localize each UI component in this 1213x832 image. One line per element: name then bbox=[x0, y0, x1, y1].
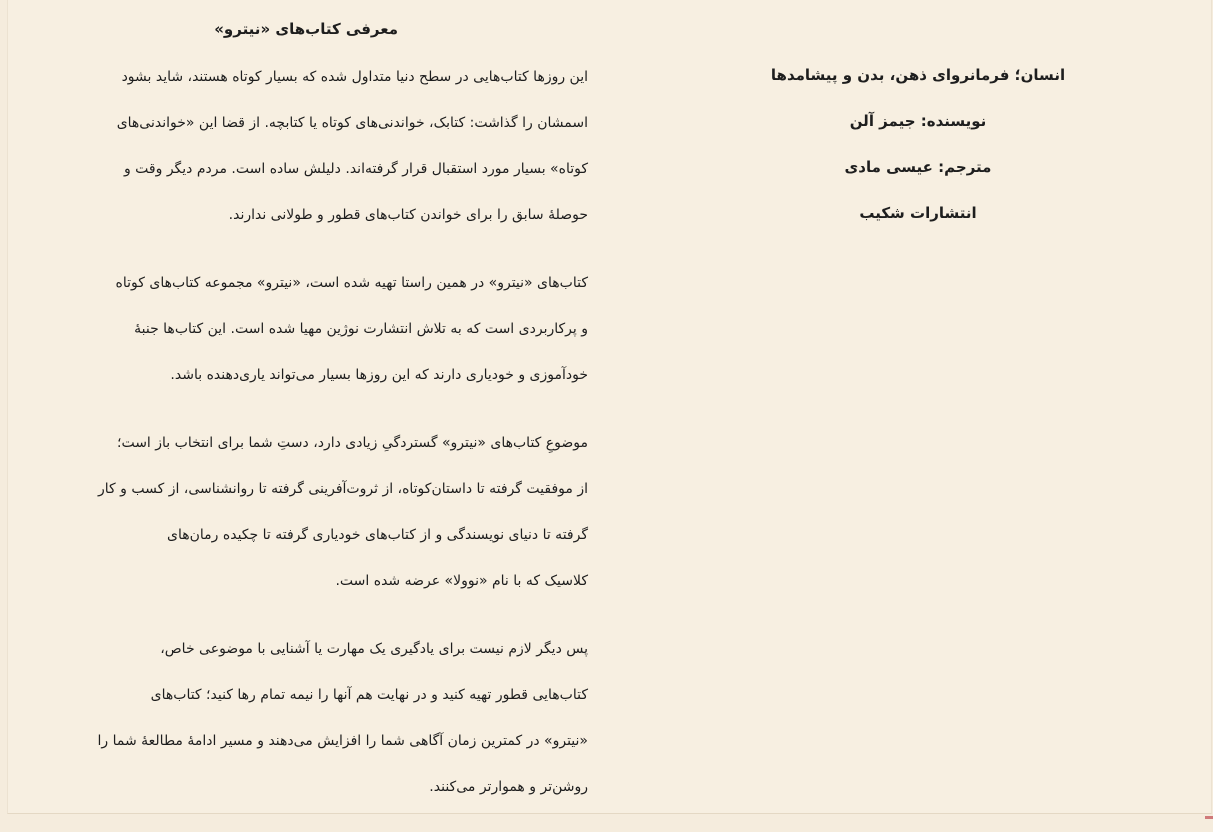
book-translator: مترجم: عیسی مادی bbox=[728, 144, 1108, 190]
intro-heading: معرفی کتاب‌های «نیترو» bbox=[48, 12, 588, 46]
intro-paragraph bbox=[48, 260, 588, 398]
paragraph-line: موضوعِ کتاب‌های «نیترو» گستردگیِ زیادی دارد، دستِ شما برای انتخاب باز است؛ bbox=[48, 420, 588, 466]
paragraph-line: حوصلهٔ سابق را برای خواندن کتاب‌های قطور و طولانی ندارند. bbox=[48, 192, 588, 238]
book-info bbox=[728, 52, 1108, 236]
book-publisher: انتشارات شکیب bbox=[728, 190, 1108, 236]
paragraph-line: پس دیگر لازم نیست برای یادگیری یک مهارت یا آشنایی با موضوعی خاص، bbox=[48, 626, 588, 672]
paragraph-line: کلاسیک که با نام «نوولا» عرضه شده است. bbox=[48, 558, 588, 604]
paragraph-line: این روزها کتاب‌هایی در سطح دنیا متداول شده که بسیار کوتاه هستند، شاید بشود bbox=[48, 54, 588, 100]
paragraph-line: کتاب‌های «نیترو» در همین راستا تهیه شده است، «نیترو» مجموعه کتاب‌های کوتاه bbox=[48, 260, 588, 306]
paragraph-line: و پرکاربردی است که به تلاش انتشارت نوژین مهیا شده است. این کتاب‌ها جنبهٔ bbox=[48, 306, 588, 352]
paragraph-line: روشن‌تر و هموارتر می‌کنند. bbox=[48, 764, 588, 810]
paragraph-line: کتاب‌هایی قطور تهیه کنید و در نهایت هم آنها را نیمه تمام رها کنید؛ کتاب‌های bbox=[48, 672, 588, 718]
book-title: انسان؛ فرمانروای ذهن، بدن و پیشامدها bbox=[728, 52, 1108, 98]
intro-paragraph bbox=[48, 420, 588, 604]
page-frame bbox=[7, 0, 1212, 814]
book-author: نویسنده: جیمز آلن bbox=[728, 98, 1108, 144]
intro-paragraph bbox=[48, 54, 588, 238]
intro-section bbox=[48, 12, 588, 832]
paragraph-line: اسمشان را گذاشت: کتابک، خواندنی‌های کوتاه یا کتابچه. از قضا این «خواندنی‌های bbox=[48, 100, 588, 146]
paragraph-line: کوتاه» بسیار مورد استقبال قرار گرفته‌اند. دلیلش ساده است. مردم دیگر وقت و bbox=[48, 146, 588, 192]
paragraph-line: خودآموزی و خودیاری دارند که این روزها بسیار می‌تواند یاری‌دهنده باشد. bbox=[48, 352, 588, 398]
paragraph-line: گرفته تا دنیای نویسندگی و از کتاب‌های خودیاری گرفته تا چکیده رمان‌های bbox=[48, 512, 588, 558]
paragraph-line: «نیترو» در کمترین زمان آگاهی شما را افزایش می‌دهند و مسیر ادامهٔ مطالعهٔ شما را bbox=[48, 718, 588, 764]
intro-paragraph bbox=[48, 626, 588, 810]
paragraph-line: از موفقیت گرفته تا داستان‌کوتاه، از ثروت‌آفرینی گرفته تا روانشناسی، از کسب و کار bbox=[48, 466, 588, 512]
